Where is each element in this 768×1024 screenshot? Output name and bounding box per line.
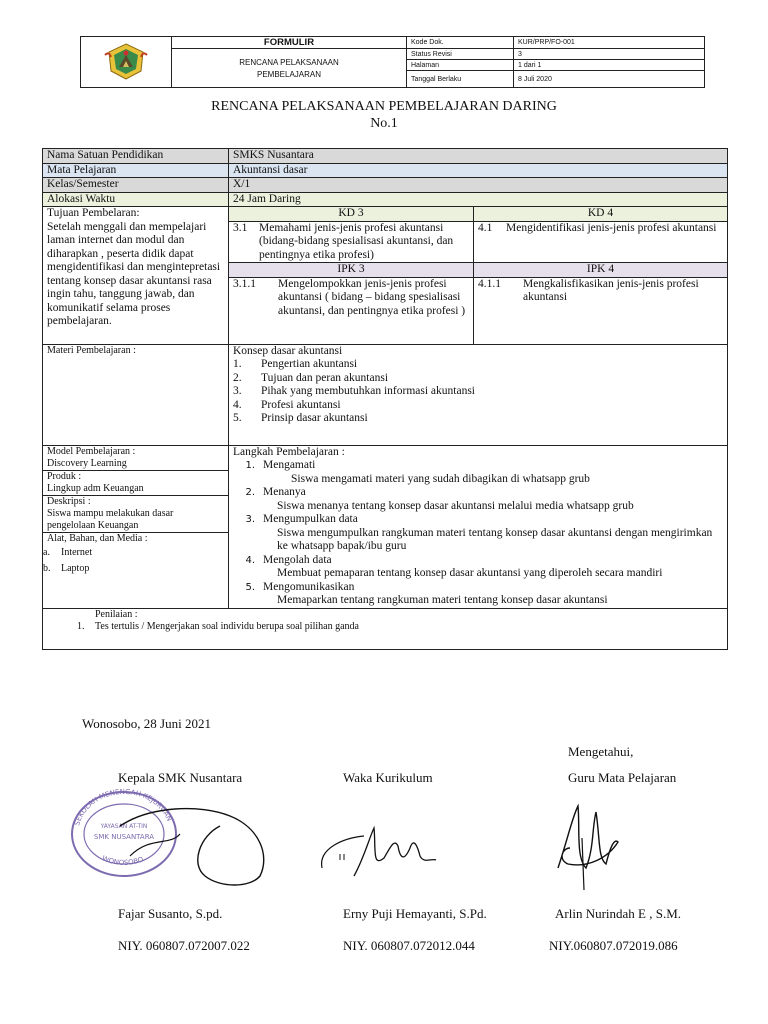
row-label: Mata Pelajaran (43, 163, 229, 178)
ipk3-number: 3.1.1 (233, 277, 256, 290)
step-number: 2. (245, 487, 255, 498)
langkah-label: Langkah Pembelajaran : (233, 445, 345, 458)
name-guru: Arlin Nurindah E , S.M. (555, 906, 682, 921)
model-value: Discovery Learning (43, 458, 228, 471)
table-row (43, 178, 728, 193)
materi-item: Tujuan dan peran akuntansi (261, 371, 389, 384)
step-title: 5. Mengomunikasikan (233, 581, 723, 595)
step-desc: Siswa mengamati materi yang sudah dibagikan di whatsapp grub (291, 472, 590, 485)
title-line2: No.1 (370, 116, 398, 131)
deskripsi-value: Siswa mampu melakukan dasar pengelolaan Keuangan (43, 508, 228, 533)
table-row (43, 608, 728, 649)
materi-heading: Konsep dasar akuntansi (233, 344, 343, 357)
kd3-header: KD 3 (229, 207, 474, 222)
ipk4-text: Mengkalisfikasikan jenis-jenis profesi akuntansi (523, 277, 699, 303)
materi-number: 4. (233, 398, 242, 411)
stamp-inner-text: YAYASAN AT-TIN (100, 823, 148, 830)
doc-title-line2: PEMBELAJARAN (256, 69, 322, 79)
form-header (80, 36, 705, 88)
materi-number: 5. (233, 412, 242, 424)
field-label: Status Revisi (407, 49, 514, 60)
step-desc: Siswa menanya tentang konsep dasar akuntansi melalui media whatsapp grub (277, 499, 634, 512)
table-row (43, 149, 728, 164)
stamp-bottom-text: WONOSOBO (100, 854, 145, 867)
model-label: Model Pembelajaran : (47, 445, 136, 457)
produk-value: Lingkup adm Keuangan (43, 483, 228, 496)
step-number: 4. (245, 554, 255, 566)
step-title: 3. Mengumpulkan data (233, 513, 723, 527)
materi-item: Profesi akuntansi (261, 398, 341, 411)
table-row (43, 163, 728, 178)
stamp-inner-text: SMK NUSANTARA (93, 833, 155, 841)
name-kepala: Fajar Susanto, S.pd. (118, 906, 223, 921)
materi-number: 2. (233, 371, 242, 384)
row-value: 24 Jam Daring (229, 192, 728, 207)
title-line1: RENCANA PELAKSANAAN PEMBELAJARAN DARING (211, 99, 557, 114)
niy-waka: NIY. 060807.072012.044 (343, 938, 475, 953)
rpp-table (42, 148, 728, 650)
doc-title (172, 49, 407, 88)
role-kepala: Kepala SMK Nusantara (118, 770, 243, 785)
tujuan-label: Tujuan Pembelaran: (47, 207, 140, 219)
document-title (0, 98, 768, 132)
alat-number: a. (43, 546, 50, 558)
step-desc: Memaparkan tentang rangkuman materi tentang konsep dasar akuntansi (277, 594, 608, 606)
role-waka: Waka Kurikulum (343, 770, 433, 785)
alat-item: Internet (61, 546, 93, 558)
step-title: 1. Mengamati (233, 459, 723, 473)
kd3-text: Memahami jenis-jenis profesi akuntansi (bidang-bidang spesialisasi akuntansi, dan pentingnya etika profesi) (259, 221, 454, 261)
row-value: Akuntansi dasar (229, 163, 728, 178)
alat-number: b. (43, 562, 51, 574)
step-number: 5. (245, 581, 255, 593)
signature-waka-icon (314, 818, 444, 884)
materi-item: Pihak yang membutuhkan informasi akuntansi (261, 385, 475, 397)
produk-label: Produk : (47, 470, 82, 482)
kd3-number: 3.1 (233, 221, 248, 234)
form-title: FORMULIR (172, 37, 407, 49)
kd4-number: 4.1 (478, 221, 493, 234)
penilaian-cell (43, 608, 728, 649)
alat-item: Laptop (61, 562, 90, 574)
ipk3-text: Mengelompokkan jenis-jenis profesi akuntansi ( bidang – bidang spesialisasi akuntansi, dan pentingnya etika profesi ) (278, 277, 466, 317)
table-row (43, 344, 728, 445)
kd4-header: KD 4 (474, 207, 728, 222)
materi-number: 3. (233, 385, 242, 397)
field-value: 3 (514, 49, 705, 60)
doc-title-line1: RENCANA PELAKSANAAN (239, 57, 339, 67)
table-row (43, 445, 728, 608)
signature-guru-icon (548, 798, 628, 894)
tujuan-text: Setelah menggali dan mempelajari laman internet dan modul dan diharapkan , peserta didik dapat mengidentifikasi dan mengintepretasi tentang konsep dasar akuntansi rasa ingin tahu, tanggung jawab, dan komunikatif selama proses pembelajaran. (47, 220, 221, 327)
ipk3-header: IPK 3 (229, 263, 474, 278)
mengetahui-label: Mengetahui, (568, 744, 634, 759)
step-title: 2. Menanya (233, 486, 723, 500)
step-number: 1. (245, 460, 255, 471)
ipk4-cell (474, 277, 728, 344)
field-label: Kode Dok. (407, 37, 514, 49)
field-value: 1 dari 1 (514, 60, 705, 71)
table-row (43, 207, 728, 222)
left-info-cell (43, 445, 229, 608)
penilaian-label: Penilaian : (95, 608, 138, 620)
kd3-cell (229, 221, 474, 263)
step-title: 4. Mengolah data (233, 554, 723, 568)
stamp-outer-text: SEKOLAH MENENGAH KEJURUAN (73, 787, 174, 827)
alat-label: Alat, Bahan, dan Media : (47, 532, 148, 544)
penilaian-number: 1. (77, 620, 85, 632)
field-label: Halaman (407, 60, 514, 71)
logo-cell (81, 37, 172, 88)
penilaian-item: Tes tertulis / Mengerjakan soal individu berupa soal pilihan ganda (95, 620, 359, 632)
role-guru: Guru Mata Pelajaran (568, 770, 677, 785)
deskripsi-label: Deskripsi : (47, 495, 91, 507)
materi-item: Prinsip dasar akuntansi (261, 412, 368, 424)
kd4-text: Mengidentifikasi jenis-jenis profesi akuntansi (506, 221, 717, 234)
field-value: 8 Juli 2020 (514, 71, 705, 88)
signature-kepala-icon (110, 796, 280, 892)
row-label: Alokasi Waktu (43, 192, 229, 207)
row-label: Kelas/Semester (43, 178, 229, 193)
row-label: Nama Satuan Pendidikan (43, 149, 229, 164)
materi-item: Pengertian akuntansi (261, 358, 358, 370)
step-desc: Siswa mengumpulkan rangkuman materi tentang konsep dasar akuntansi dengan mengirimkan ke whatsapp bapak/ibu guru (277, 526, 713, 552)
ipk3-cell (229, 277, 474, 344)
niy-kepala: NIY. 060807.072007.022 (118, 938, 250, 953)
field-value: KUR/PRP/FO-001 (514, 37, 705, 49)
langkah-cell (229, 445, 728, 608)
niy-guru: NIY.060807.072019.086 (549, 938, 678, 953)
table-row (43, 192, 728, 207)
kd4-cell (474, 221, 728, 263)
tujuan-cell (43, 207, 229, 345)
province-logo-icon (103, 41, 149, 81)
row-value: X/1 (229, 178, 728, 193)
name-waka: Erny Puji Hemayanti, S.Pd. (343, 906, 487, 921)
place-date: Wonosobo, 28 Juni 2021 (82, 716, 211, 731)
field-label: Tanggal Berlaku (407, 71, 514, 88)
materi-number: 1. (233, 358, 242, 370)
materi-cell (229, 344, 728, 445)
step-number: 3. (245, 514, 255, 525)
step-desc: Membuat pemaparan tentang konsep dasar akuntansi yang diperoleh secara mandiri (277, 567, 663, 579)
ipk4-header: IPK 4 (474, 263, 728, 278)
row-value: SMKS Nusantara (229, 149, 728, 164)
ipk4-number: 4.1.1 (478, 277, 501, 290)
materi-label: Materi Pembelajaran : (43, 344, 229, 445)
